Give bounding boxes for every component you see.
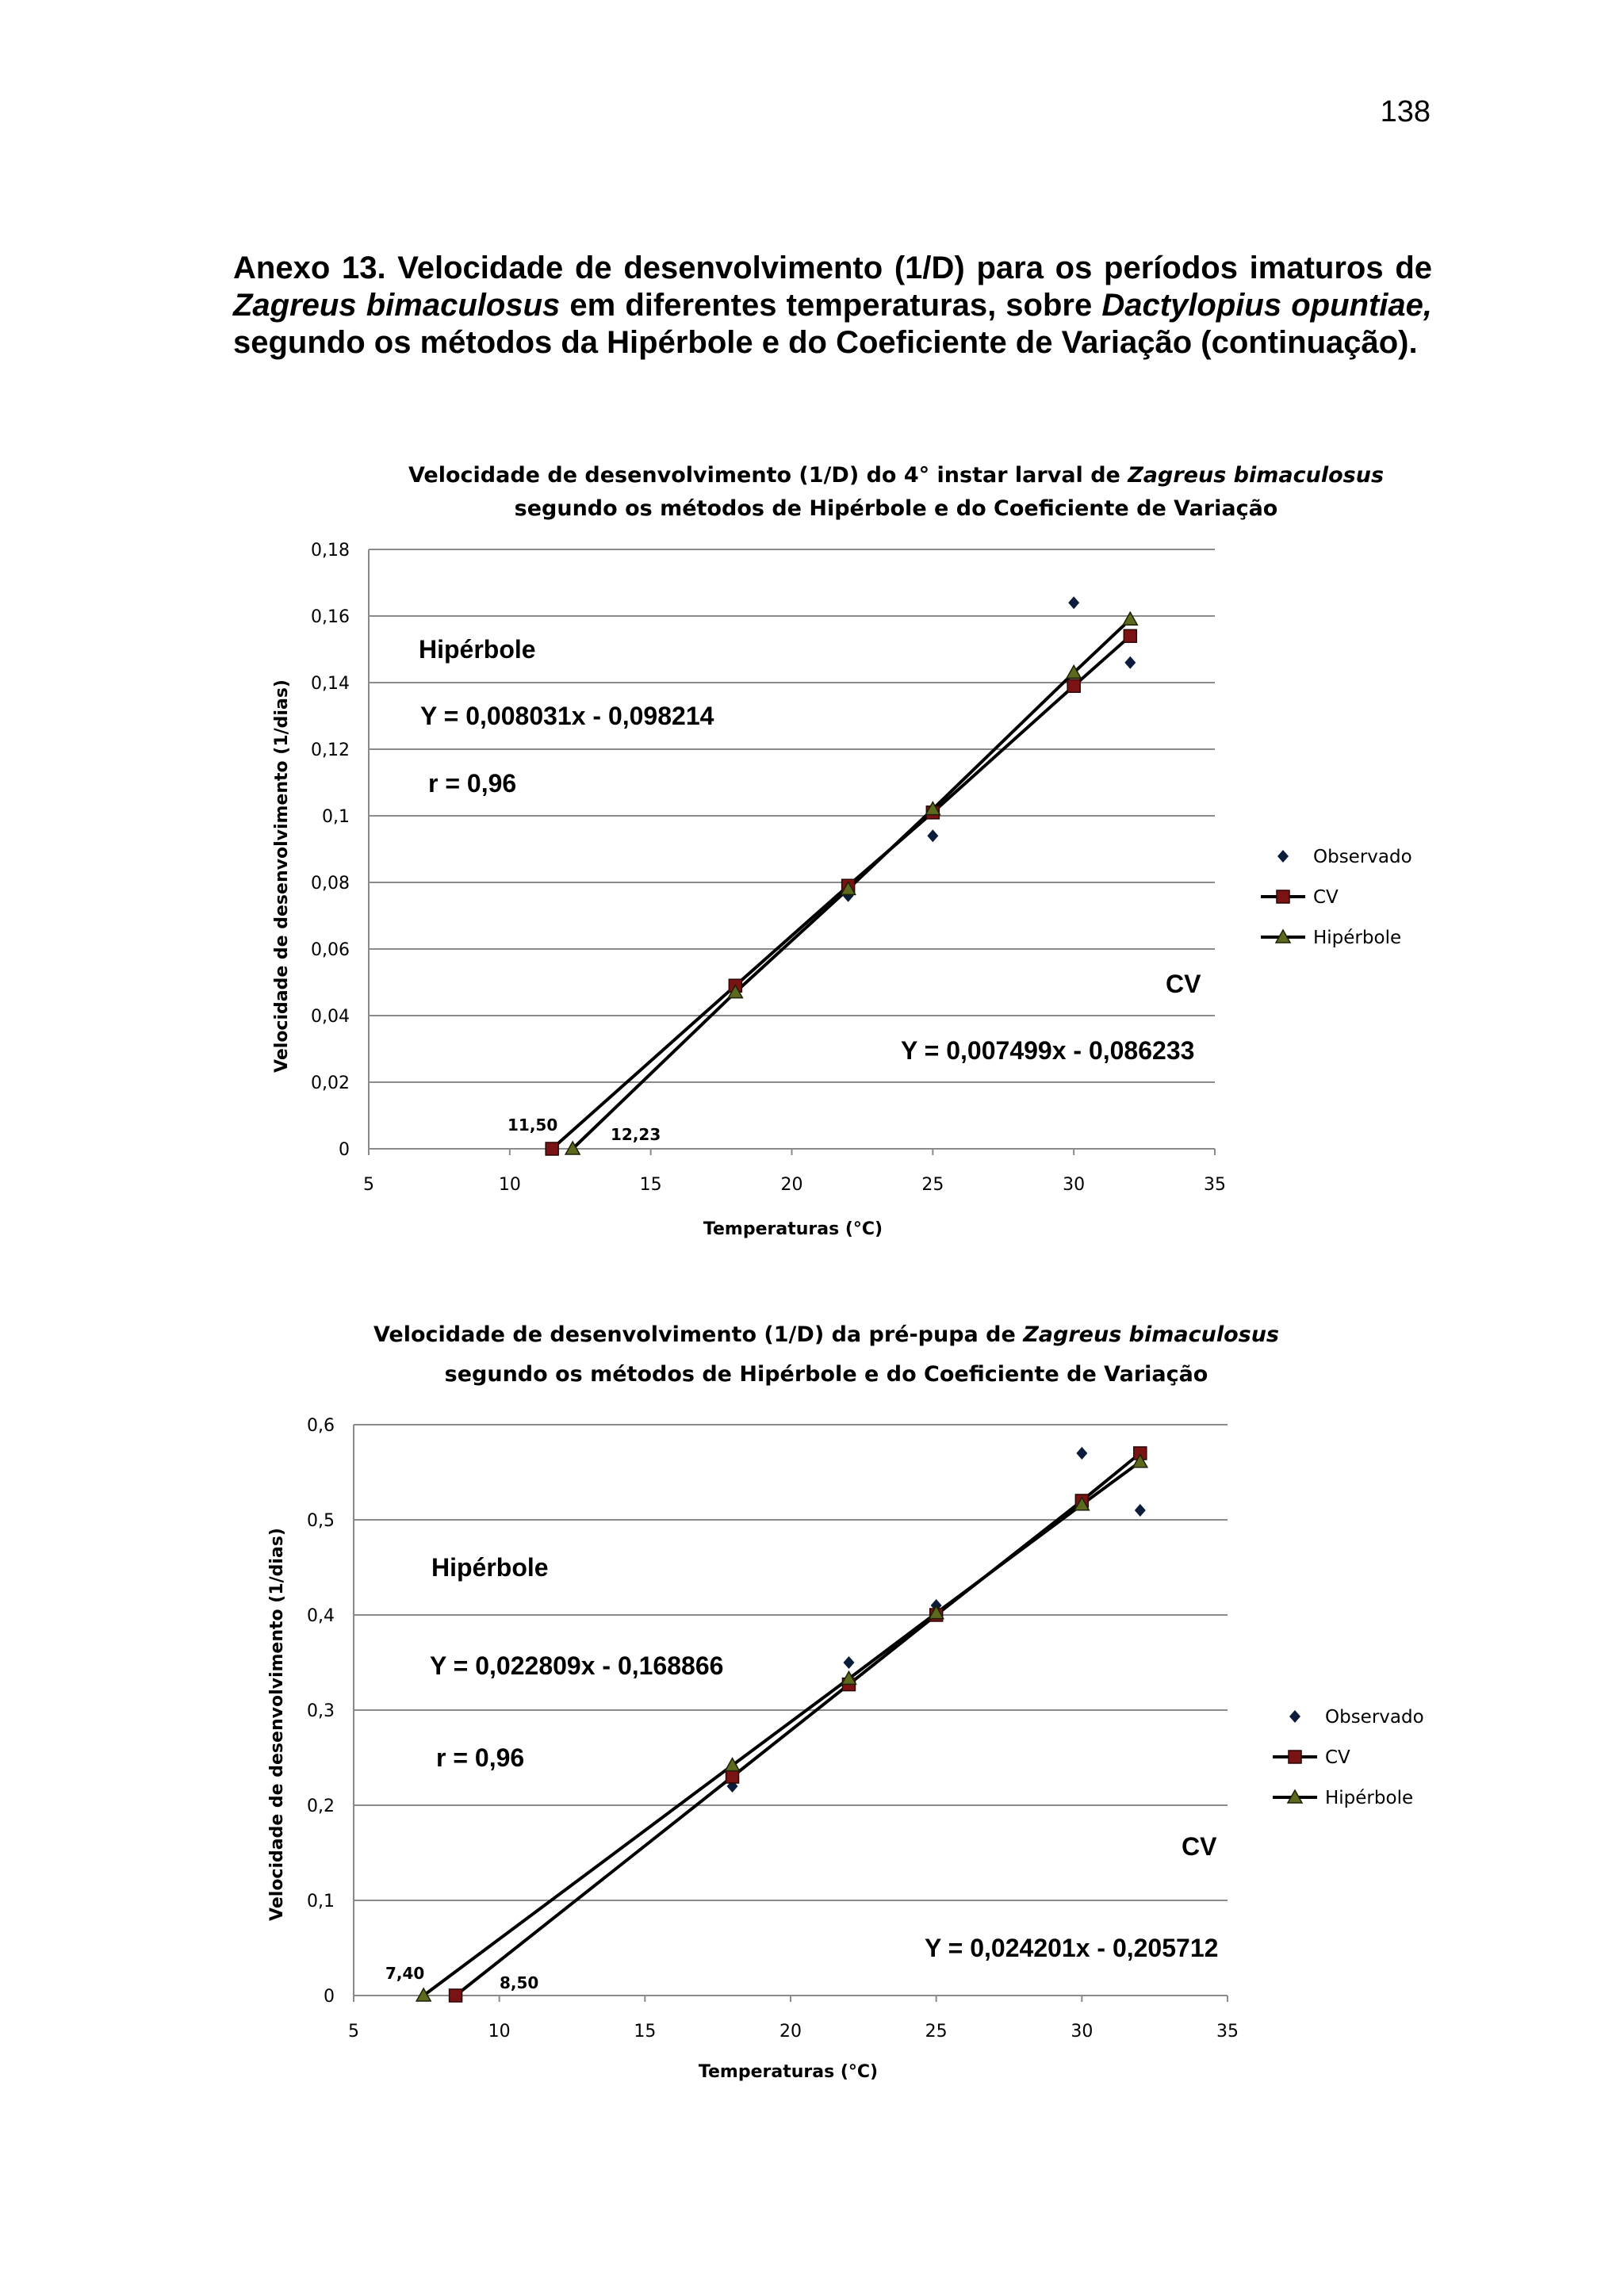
x-intercept-hiperbole: 12,23 xyxy=(611,1125,661,1144)
legend-label-hiperbole: Hipérbole xyxy=(1325,1788,1414,1808)
y-tick-label: 0,6 xyxy=(307,1416,335,1436)
legend-label-hiperbole: Hipérbole xyxy=(1313,928,1402,948)
legend-label-observado: Observado xyxy=(1313,847,1412,867)
correlation-label: r = 0,96 xyxy=(428,769,517,798)
caption-host: Dactylopius opuntiae, xyxy=(1101,288,1432,323)
point-observado xyxy=(843,1656,854,1669)
x-intercept-hiperbole: 7,40 xyxy=(385,1964,425,1983)
series-line-cv xyxy=(456,1453,1140,1996)
figure-caption xyxy=(233,250,1432,362)
x-tick-label: 5 xyxy=(363,1175,374,1195)
y-tick-label: 0,3 xyxy=(307,1701,335,1721)
chart-title-line-2: segundo os métodos de Hipérbole e do Coeficiente de Variação xyxy=(514,496,1278,521)
cv-equation: Y = 0,024201x - 0,205712 xyxy=(925,1934,1219,1962)
x-tick-label: 5 xyxy=(348,2022,359,2042)
chart-pre-pupa-svg xyxy=(238,1316,1443,2109)
point-hiperbole xyxy=(1123,612,1137,625)
y-tick-label: 0 xyxy=(339,1140,350,1160)
y-tick-label: 0,18 xyxy=(311,541,350,561)
y-tick-label: 0,02 xyxy=(311,1073,350,1093)
correlation-label: r = 0,96 xyxy=(436,1743,525,1772)
x-tick-label: 20 xyxy=(779,2022,802,2042)
page-number: 138 xyxy=(1380,95,1431,128)
x-intercept-cv: 11,50 xyxy=(508,1115,558,1135)
y-tick-label: 0,06 xyxy=(311,940,350,960)
legend-marker-observado xyxy=(1289,1710,1300,1723)
y-tick-label: 0 xyxy=(324,1987,335,2007)
chart-title-prefix: Velocidade de desenvolvimento (1/D) da pré-pupa de xyxy=(373,1322,1024,1347)
y-tick-label: 0,5 xyxy=(307,1511,335,1531)
chart-title-line-1 xyxy=(373,1322,1279,1347)
series-line-hiperbole xyxy=(423,1462,1140,1996)
point-observado xyxy=(1068,596,1079,609)
hiperbole-equation: Y = 0,008031x - 0,098214 xyxy=(420,702,714,730)
point-cv xyxy=(1124,629,1136,642)
point-cv xyxy=(546,1142,558,1155)
chart-title-line-1 xyxy=(408,463,1384,488)
x-tick-label: 25 xyxy=(925,2022,948,2042)
x-tick-label: 35 xyxy=(1216,2022,1239,2042)
x-axis-label: Temperaturas (°C) xyxy=(698,2062,879,2082)
chart-title-species: Zagreus bimaculosus xyxy=(1023,1322,1280,1347)
x-intercept-cv: 8,50 xyxy=(500,1973,539,1992)
y-tick-label: 0,4 xyxy=(307,1606,335,1626)
y-tick-label: 0,08 xyxy=(311,874,350,894)
cv-label: CV xyxy=(1182,1832,1217,1861)
chart-title-species: Zagreus bimaculosus xyxy=(1128,463,1385,488)
chart-title-prefix: Velocidade de desenvolvimento (1/D) do 4° instar larval de xyxy=(408,463,1128,488)
point-observado xyxy=(1135,1504,1146,1517)
point-cv xyxy=(726,1770,739,1783)
cv-equation: Y = 0,007499x - 0,086233 xyxy=(901,1036,1195,1065)
y-tick-label: 0,16 xyxy=(311,607,350,627)
chart-4th-instar xyxy=(238,444,1443,1253)
chart-title-line-2: segundo os métodos de Hipérbole e do Coeficiente de Variação xyxy=(444,1362,1208,1387)
cv-label: CV xyxy=(1166,970,1201,998)
chart-4th-instar-svg xyxy=(238,444,1443,1253)
legend xyxy=(1261,847,1412,948)
x-tick-label: 15 xyxy=(634,2022,657,2042)
hiperbole-equation: Y = 0,022809x - 0,168866 xyxy=(430,1651,724,1680)
y-axis-label: Velocidade de desenvolvimento (1/dias) xyxy=(267,1528,287,1921)
legend-marker-cv xyxy=(1277,890,1289,903)
x-tick-label: 25 xyxy=(921,1175,944,1195)
point-cv xyxy=(1067,679,1080,692)
legend-label-cv: CV xyxy=(1313,887,1339,908)
x-tick-label: 35 xyxy=(1204,1175,1226,1195)
hiperbole-label: Hipérbole xyxy=(419,635,536,664)
legend-marker-cv xyxy=(1289,1751,1301,1763)
x-tick-label: 10 xyxy=(498,1175,521,1195)
y-tick-label: 0,2 xyxy=(307,1797,335,1816)
y-axis-label: Velocidade de desenvolvimento (1/dias) xyxy=(272,679,292,1073)
legend-label-cv: CV xyxy=(1325,1747,1350,1768)
y-tick-label: 0,14 xyxy=(311,674,350,694)
caption-species: Zagreus bimaculosus xyxy=(233,288,561,323)
y-tick-label: 0,1 xyxy=(322,807,350,827)
point-observado xyxy=(927,829,938,842)
x-tick-label: 30 xyxy=(1071,2022,1094,2042)
caption-part-1: Anexo 13. Velocidade de desenvolvimento (1/D) para os períodos imaturos de xyxy=(233,251,1432,285)
x-tick-label: 20 xyxy=(780,1175,803,1195)
chart-pre-pupa xyxy=(238,1316,1443,2109)
legend xyxy=(1273,1707,1424,1808)
hiperbole-label: Hipérbole xyxy=(431,1553,549,1582)
x-tick-label: 30 xyxy=(1063,1175,1086,1195)
x-tick-label: 10 xyxy=(488,2022,511,2042)
y-tick-label: 0,04 xyxy=(311,1007,350,1027)
point-observado xyxy=(1124,656,1136,669)
point-cv xyxy=(450,1989,462,2002)
point-observado xyxy=(1076,1447,1087,1460)
x-tick-label: 15 xyxy=(639,1175,662,1195)
legend-marker-observado xyxy=(1277,850,1289,863)
y-tick-label: 0,1 xyxy=(307,1892,335,1911)
y-tick-label: 0,12 xyxy=(311,740,350,760)
caption-part-3: segundo os métodos da Hipérbole e do Coeficiente de Variação (continuação). xyxy=(233,325,1418,360)
x-axis-label: Temperaturas (°C) xyxy=(703,1219,883,1239)
caption-part-2: em diferentes temperaturas, sobre xyxy=(560,288,1102,323)
legend-label-observado: Observado xyxy=(1325,1707,1424,1728)
